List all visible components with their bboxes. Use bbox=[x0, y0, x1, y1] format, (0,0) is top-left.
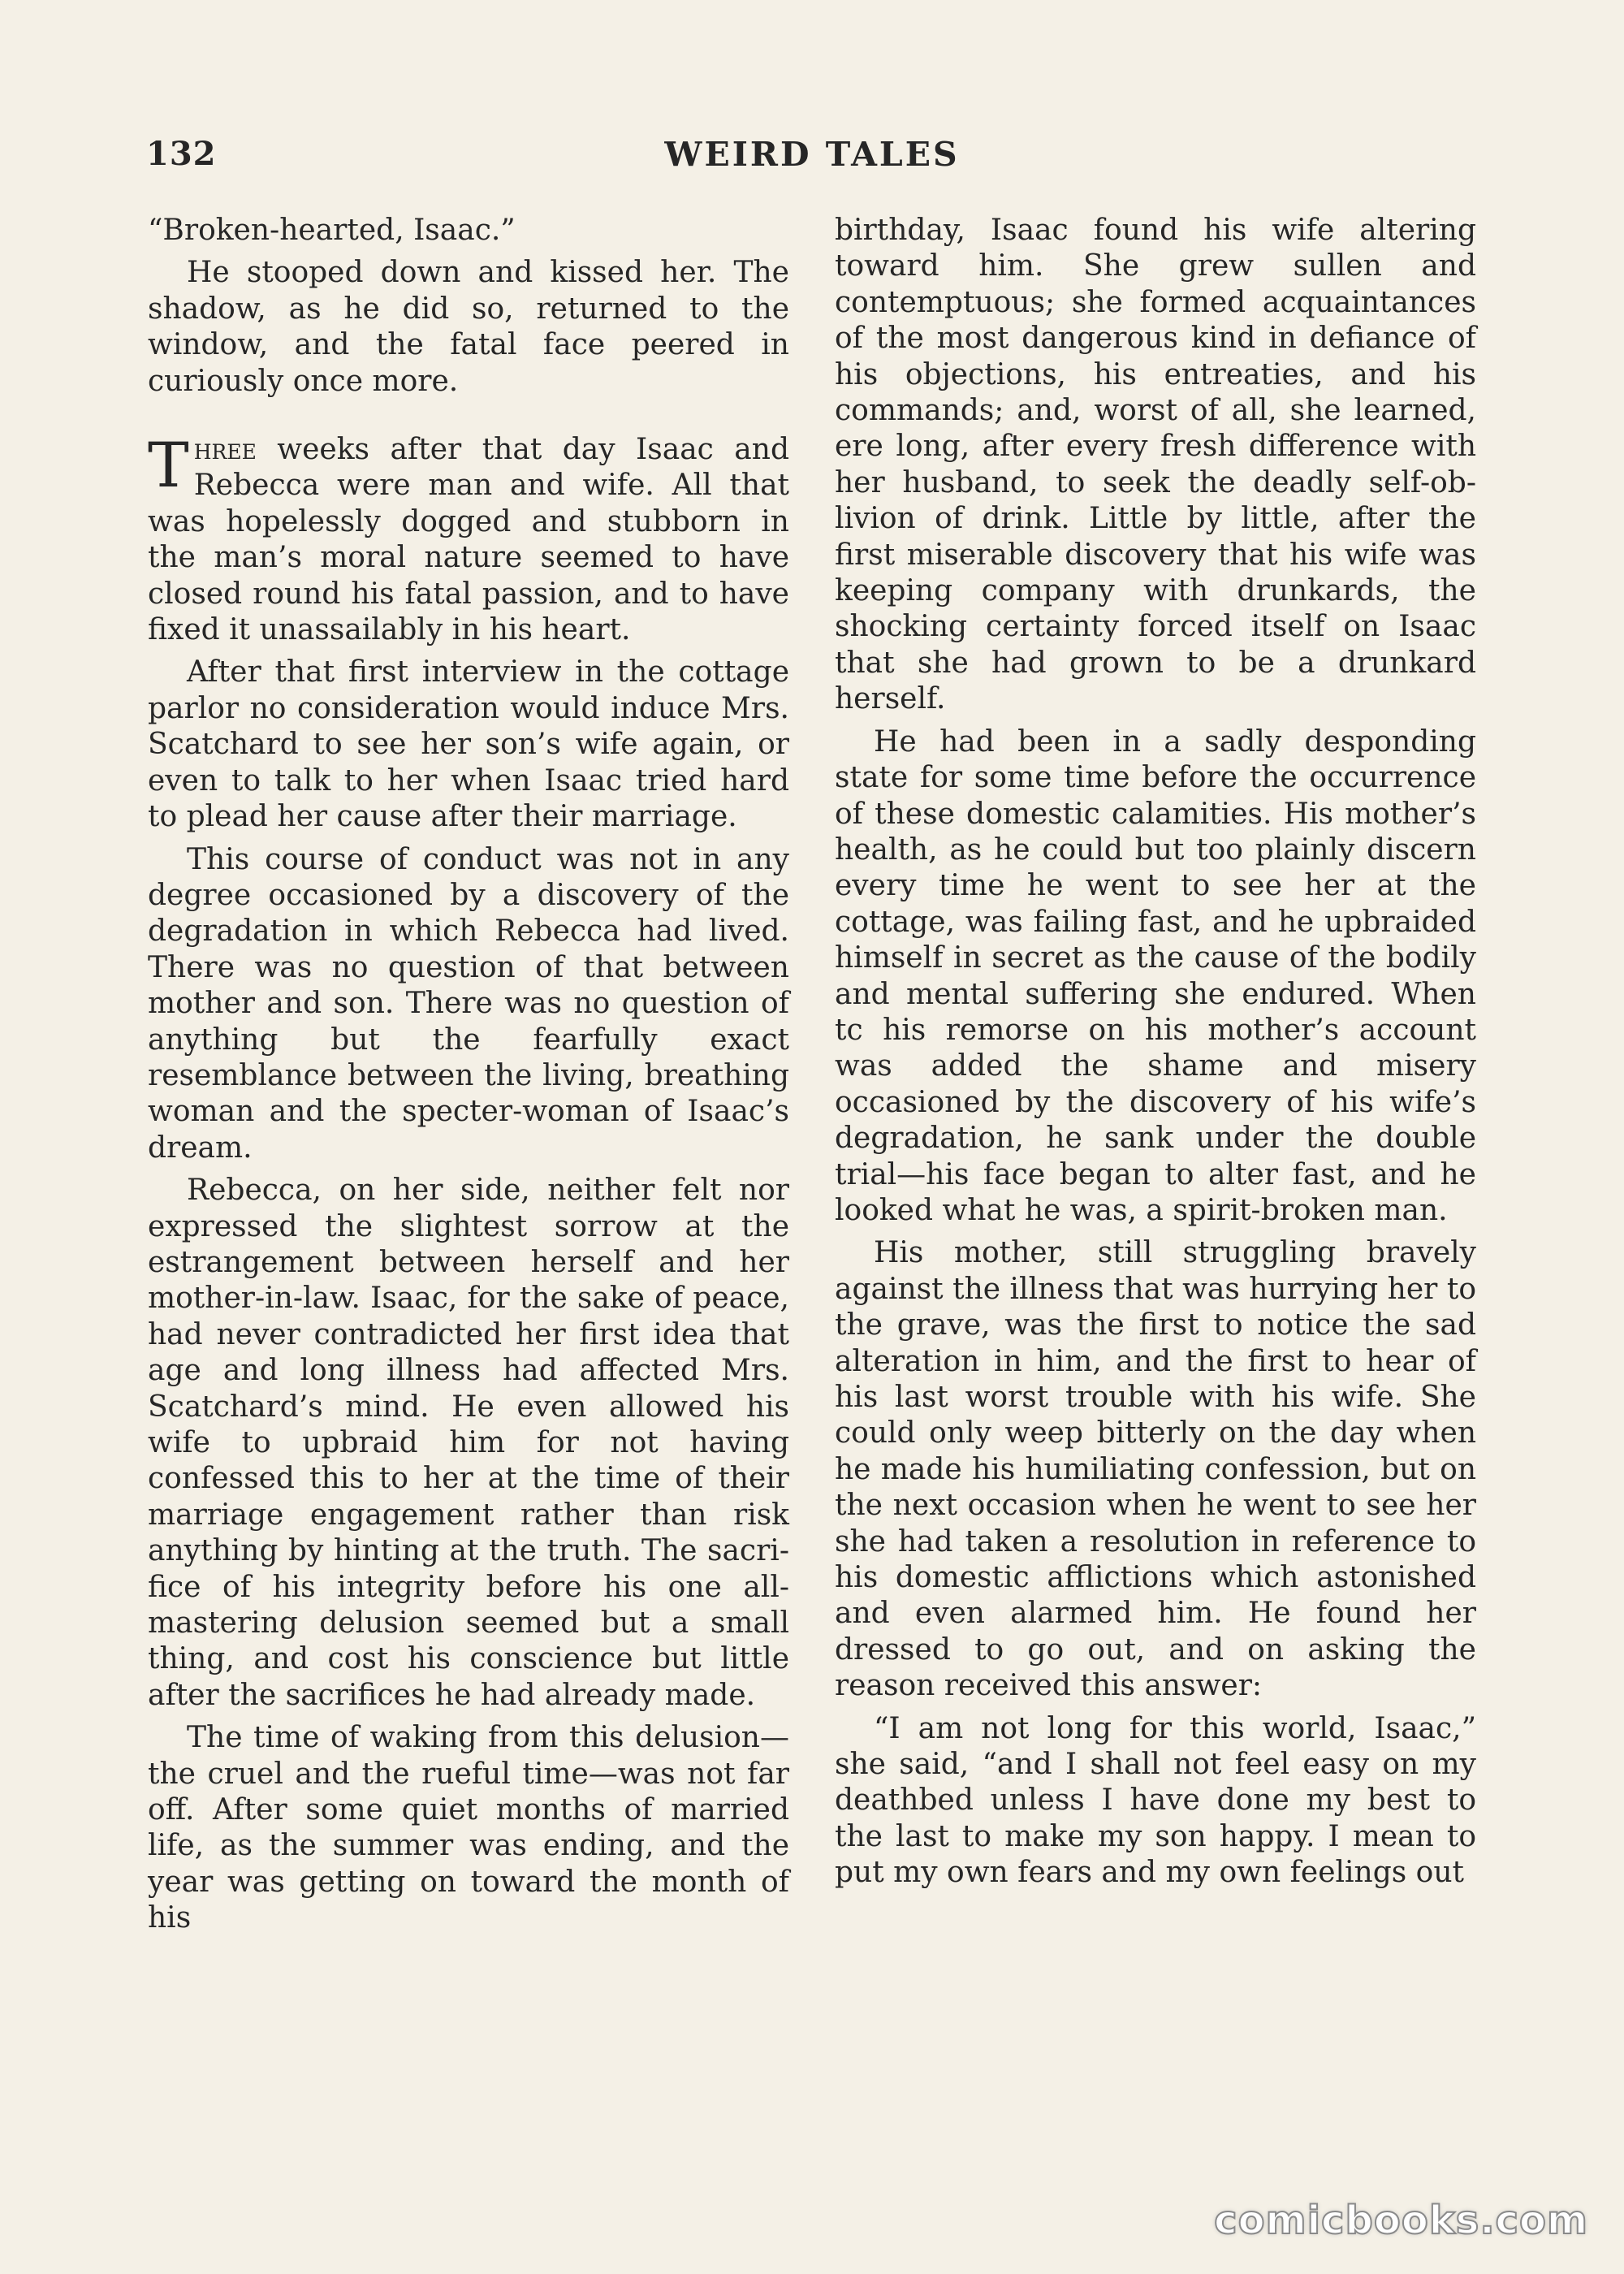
watermark-logo: comicbooks.com bbox=[1214, 2198, 1588, 2243]
paragraph: “I am not long for this world, Isaac,” she said, “and I shall not feel easy on my deathbed unless I have done my best to the last to make my son happy. I mean to put my own fears and my own feelings out bbox=[835, 1711, 1476, 1890]
paragraph: “Broken-hearted, Isaac.” bbox=[148, 214, 516, 247]
drop-cap: T bbox=[148, 429, 189, 502]
paragraph: The time of waking from this delusion—the cruel and the rueful time—was not far off. After some quiet months of married life, as the summer was ending, and the year was getting on toward the month of his bbox=[148, 1721, 789, 1935]
magazine-title: WEIRD TALES bbox=[664, 135, 960, 174]
right-column bbox=[835, 213, 1476, 1898]
small-caps-lead: hree bbox=[193, 433, 257, 467]
paragraph: After that first interview in the cottage parlor no consideration would induce Mrs. Scatchard to see her son’s wife again, or even to talk to her when Isaac tried hard to plead her cause after their marriage. bbox=[148, 655, 789, 834]
paragraph-text: weeks after that day Isaac and Rebecca were man and wife. All that was hopelessly dogged and stubborn in the man’s moral nature seemed to have closed round his fatal passion, and to have fixed it unassailably in his heart. bbox=[148, 433, 789, 647]
section-opening-paragraph bbox=[148, 429, 789, 648]
paragraph: birthday, Isaac found his wife altering toward him. She grew sullen and contemptuous; she formed acquaintances of the most dangerous kind in defiance of his objections, his entreaties, and his commands; and, worst of all, she learned, ere long, after every fresh difference with her husband, to seek the deadly self-oblivion of drink. Little by little, after the first miserable discovery that his wife was keeping company with drunkards, the shocking certainty forced itself on Isaac that she had grown to be a drunkard herself. bbox=[835, 214, 1476, 716]
paragraph: Rebecca, on her side, neither felt nor expressed the slightest sorrow at the estrangement between herself and her mother-in-law. Isaac, for the sake of peace, had never contradicted her first idea that age and long illness had affected Mrs. Scatchard’s mind. He even allowed his wife to upbraid him for not having confessed this to her at the time of their marriage engagement rather than risk anything by hinting at the truth. The sacrifice of his integrity before his one all-mastering delusion seemed but a small thing, and cost his conscience but little after the sacrifices he had already made. bbox=[148, 1174, 789, 1712]
paragraph: He stooped down and kissed her. The shadow, as he did so, returned to the window, and the fatal face peered in curiously once more. bbox=[148, 256, 789, 398]
paragraph: His mother, still struggling bravely against the illness that was hurrying her to the grave, was the first to notice the sad alteration in him, and the first to hear of his last worst trouble with his wife. She could only weep bitterly on the day when he made his humiliating confession, but on the next occasion when he went to see her she had taken a resolution in reference to his domestic afflictions which astonished and even alarmed him. He found her dressed to go out, and on asking the reason received this answer: bbox=[835, 1236, 1476, 1703]
paragraph: This course of conduct was not in any degree occasioned by a discovery of the degradation in which Rebecca had lived. There was no question of that between mother and son. There was no question of anything but the fearfully exact resemblance between the living, breathing woman and the specter-woman of Isaac’s dream. bbox=[148, 842, 789, 1165]
page-header bbox=[146, 135, 1478, 184]
paragraph: He had been in a sadly desponding state for some time before the occurrence of these domestic calamities. His mother’s health, as he could but too plainly discern every time he went to see her at the cottage, was failing fast, and he upbraided himself in secret as the cause of the bodily and mental suffering she endured. When tc his remorse on his mother’s account was added the shame and misery occasioned by the discovery of his wife’s degradation, he sank under the double trial—his face began to alter fast, and he looked what he was, a spirit-broken man. bbox=[835, 724, 1476, 1227]
page-number: 132 bbox=[146, 135, 217, 173]
left-column bbox=[148, 213, 789, 1943]
